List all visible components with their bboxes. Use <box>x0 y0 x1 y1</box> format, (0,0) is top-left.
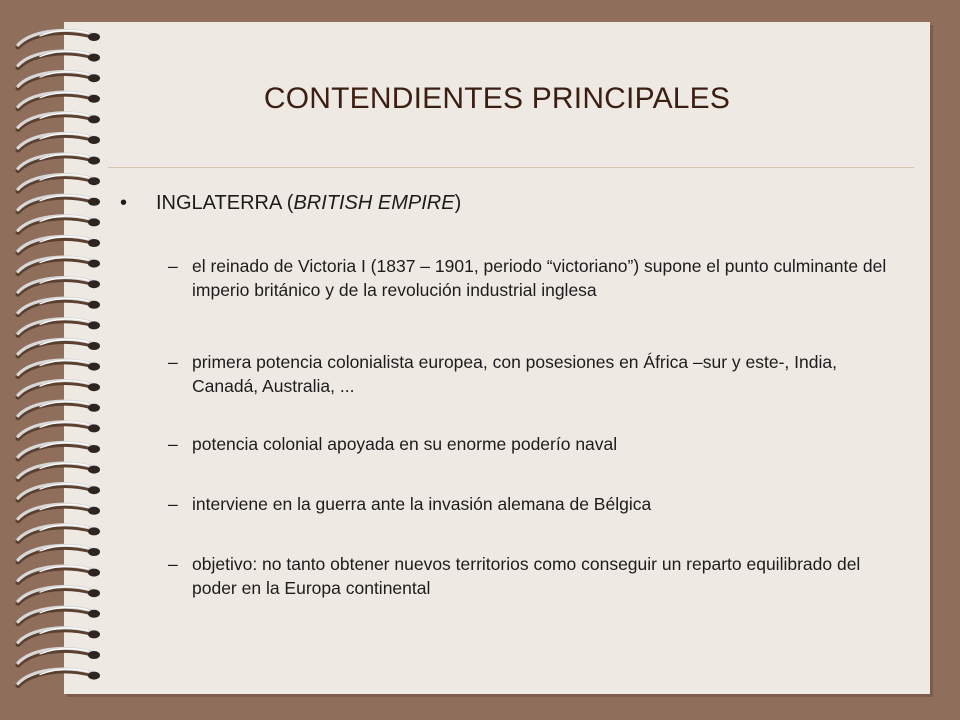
spiral-ring <box>18 587 100 604</box>
spiral-ring <box>18 669 100 686</box>
spiral-ring <box>18 339 100 356</box>
spiral-ring <box>18 504 100 521</box>
page-title: CONTENDIENTES PRINCIPALES <box>263 82 731 115</box>
spiral-ring <box>18 51 100 68</box>
sub-bullet-4 <box>168 492 888 516</box>
slide-page <box>64 22 930 694</box>
spiral-ring <box>18 72 100 89</box>
dash-marker: – <box>168 434 178 454</box>
spiral-ring <box>18 628 100 645</box>
sub-bullet-text: el reinado de Victoria I (1837 – 1901, periodo “victoriano”) supone el punto culminante del imperio británico y de la revolución industrial inglesa <box>192 256 887 300</box>
sub-bullet-3 <box>168 432 888 456</box>
spiral-binding-icon <box>0 0 130 720</box>
spiral-ring <box>18 319 100 336</box>
spiral-ring <box>18 463 100 480</box>
sub-bullet-2 <box>168 350 888 398</box>
spiral-ring <box>18 133 100 150</box>
spiral-ring <box>18 422 100 439</box>
dash-marker: – <box>168 256 178 276</box>
sub-bullet-text: potencia colonial apoyada en su enorme poderío naval <box>192 434 618 454</box>
dash-marker: – <box>168 494 178 514</box>
spiral-ring <box>18 195 100 212</box>
bullet-label: INGLATERRA ( <box>156 192 294 214</box>
sub-bullet-text: primera potencia colonialista europea, con posesiones en África –sur y este-, India, Canadá, Australia, ... <box>192 352 837 396</box>
spiral-ring <box>18 607 100 624</box>
spiral-ring <box>18 175 100 192</box>
spiral-ring <box>18 442 100 459</box>
spiral-ring <box>18 381 100 398</box>
main-bullet <box>120 192 461 215</box>
bullet-marker: • <box>120 192 128 214</box>
spiral-ring <box>18 566 100 583</box>
spiral-ring <box>18 257 100 274</box>
sub-bullet-1 <box>168 254 888 302</box>
spiral-ring <box>18 236 100 253</box>
spiral-ring <box>18 278 100 295</box>
bullet-label-close: ) <box>454 192 462 214</box>
spiral-ring <box>18 484 100 501</box>
spiral-ring <box>18 113 100 130</box>
title-divider <box>108 167 914 168</box>
dash-marker: – <box>168 352 178 372</box>
spiral-ring <box>18 545 100 562</box>
sub-bullet-text: objetivo: no tanto obtener nuevos territorios como conseguir un reparto equilibrado del poder en la Europa continental <box>192 554 861 598</box>
spiral-ring <box>18 401 100 418</box>
spiral-ring <box>18 298 100 315</box>
spiral-ring <box>18 92 100 109</box>
spiral-ring <box>18 360 100 377</box>
spiral-ring <box>18 525 100 542</box>
spiral-ring <box>18 154 100 171</box>
dash-marker: – <box>168 554 178 574</box>
spiral-ring <box>18 30 100 47</box>
sub-bullet-text: interviene en la guerra ante la invasión alemana de Bélgica <box>192 494 652 514</box>
bullet-label-italic: BRITISH EMPIRE <box>293 192 455 214</box>
spiral-ring <box>18 648 100 665</box>
sub-bullet-5 <box>168 552 888 600</box>
spiral-ring <box>18 216 100 233</box>
